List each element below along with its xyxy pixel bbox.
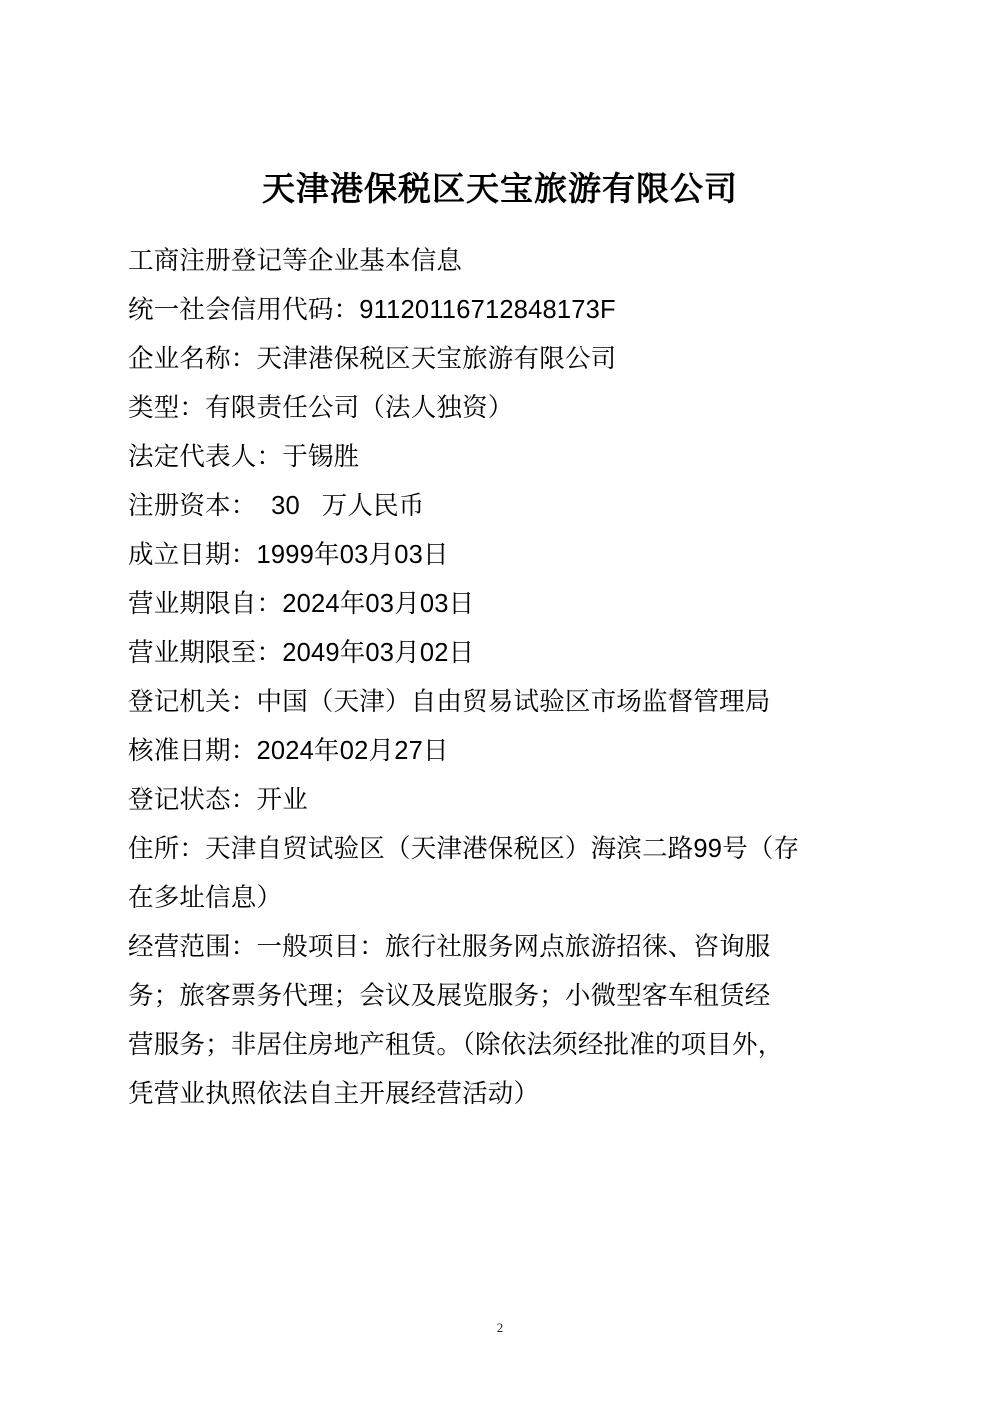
field-business-term-from: 营业期限自：2024年03月03日	[128, 589, 475, 618]
field-address-line-2: 在多址信息）	[128, 883, 283, 912]
field-company-name: 企业名称：天津港保税区天宝旅游有限公司	[128, 344, 617, 373]
page-title: 天津港保税区天宝旅游有限公司	[262, 170, 738, 207]
field-approval-date: 核准日期：2024年02月27日	[128, 736, 449, 765]
document-body	[128, 237, 872, 1119]
field-address-line-1: 住所：天津自贸试验区（天津港保税区）海滨二路99号（存	[128, 834, 800, 863]
field-establishment-date: 成立日期：1999年03月03日	[128, 540, 449, 569]
field-registration-status: 登记状态：开业	[128, 785, 308, 814]
field-business-scope-line-2: 务；旅客票务代理；会议及展览服务；小微型客车租赁经	[128, 981, 771, 1010]
field-business-scope-line-3: 营服务；非居住房地产租赁。（除依法须经批准的项目外，	[128, 1030, 784, 1059]
field-business-scope-line-1: 经营范围：一般项目：旅行社服务网点旅游招徕、咨询服	[128, 932, 771, 961]
section-heading: 工商注册登记等企业基本信息	[128, 246, 463, 275]
field-company-type: 类型：有限责任公司（法人独资）	[128, 393, 514, 422]
field-legal-representative: 法定代表人：于锡胜	[128, 442, 360, 471]
field-credit-code: 统一社会信用代码：91120116712848173F	[128, 295, 616, 324]
field-business-term-to: 营业期限至：2049年03月02日	[128, 638, 475, 667]
field-registered-capital: 注册资本： 30 万人民币	[128, 491, 425, 520]
field-business-scope-line-4: 凭营业执照依法自主开展经营活动）	[128, 1079, 540, 1108]
field-registration-authority: 登记机关：中国（天津）自由贸易试验区市场监督管理局	[128, 687, 771, 716]
page-number: 2	[496, 1320, 504, 1335]
